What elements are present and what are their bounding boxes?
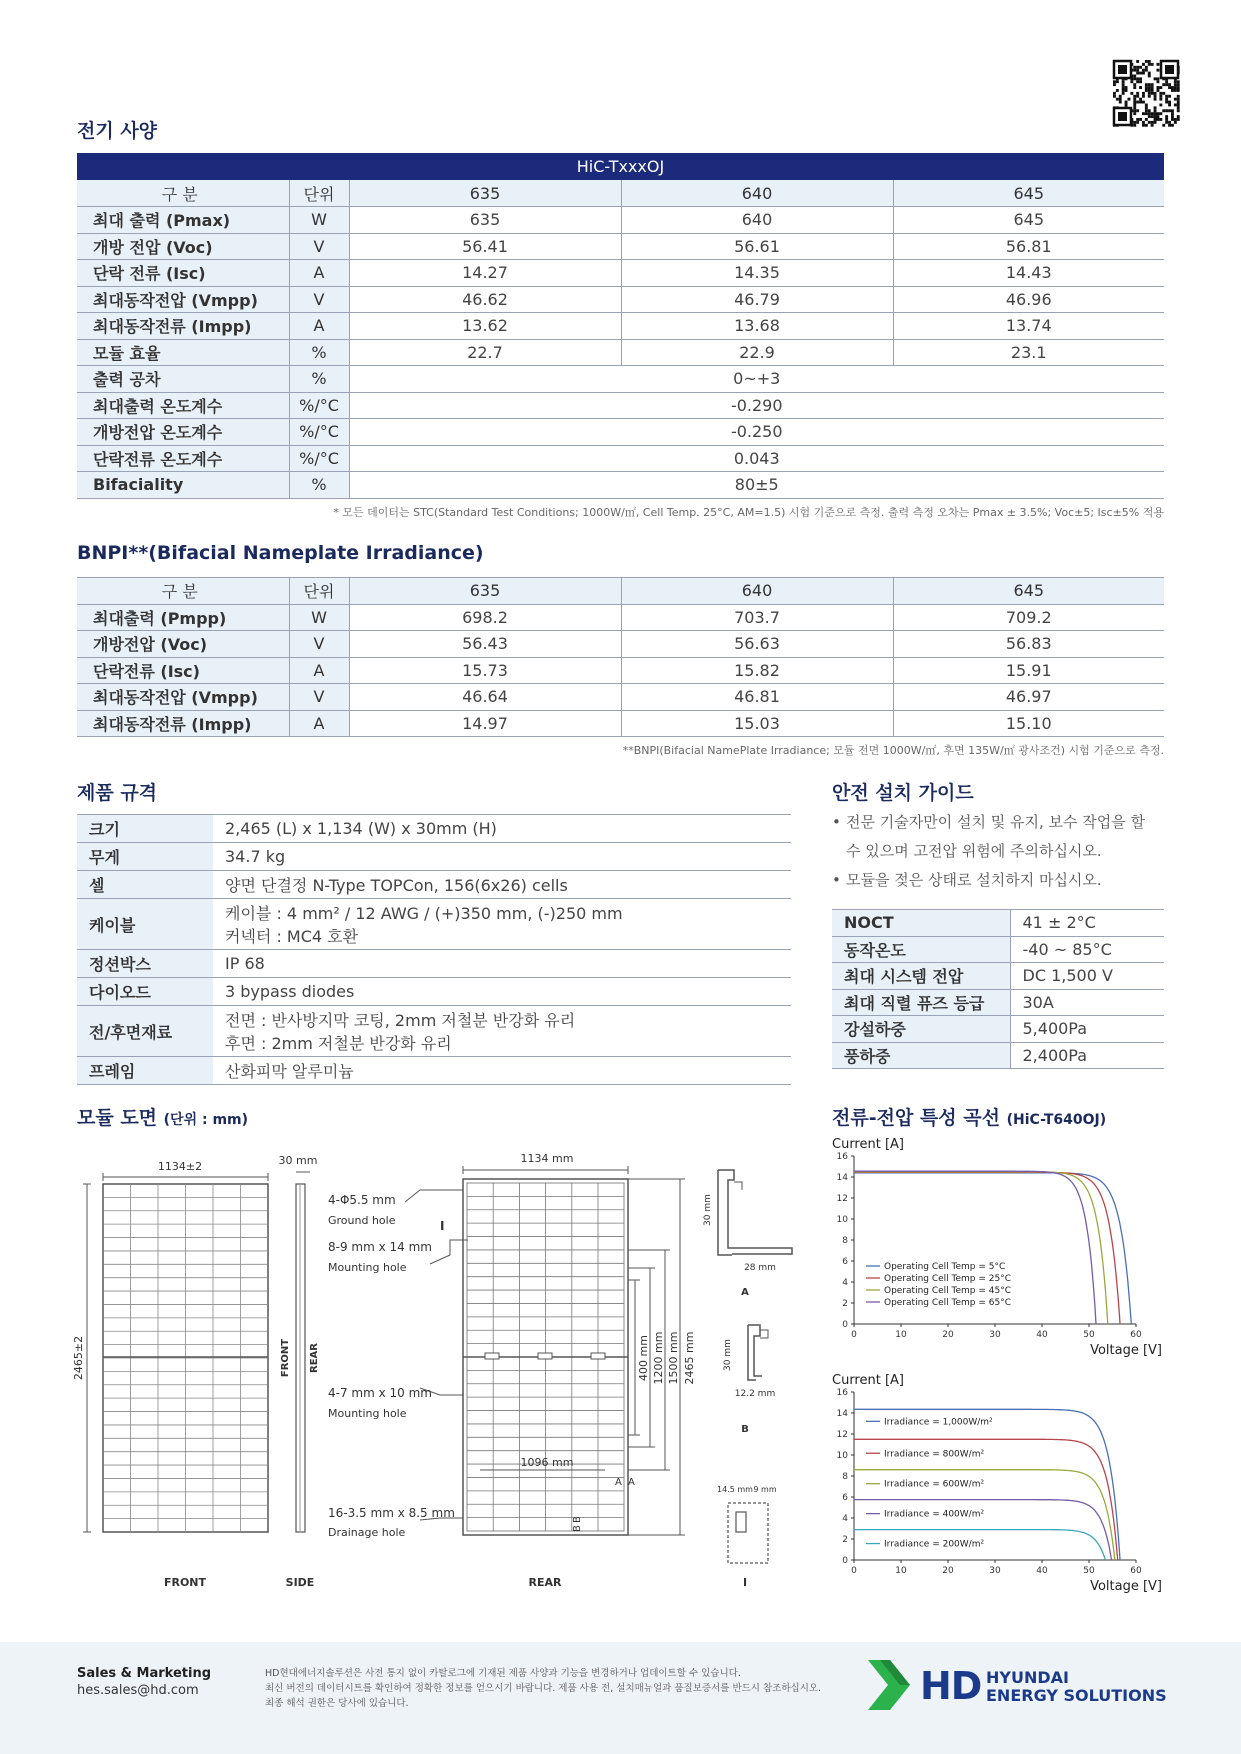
x-tick-label: 10 (895, 1330, 907, 1340)
y-axis-title: Current [A] (832, 1373, 904, 1388)
detail-i (728, 1503, 768, 1563)
iv-chart-irradiance (832, 1370, 1172, 1609)
legend-label: Irradiance = 800W/m² (884, 1449, 985, 1460)
row-unit: % (289, 366, 349, 393)
safety-label: 풍하중 (832, 1042, 1010, 1069)
x-tick-label: 40 (1036, 1330, 1048, 1340)
value-cell: 13.62 (349, 313, 621, 340)
product-table (77, 814, 791, 1085)
y-tick-label: 12 (836, 1194, 848, 1204)
header-cell: 635 (349, 578, 621, 605)
electrical-title: 전기 사양 (77, 120, 158, 142)
table-header-row (77, 578, 1164, 605)
disclaimer-line: 최종 해석 권한은 당사에 있습니다. (265, 1698, 409, 1709)
header-cell: 635 (349, 180, 621, 207)
value-cell: 46.97 (893, 684, 1164, 711)
y-tick-label: 16 (836, 1152, 848, 1162)
table-row (77, 445, 1164, 472)
value-cell: 15.03 (621, 710, 893, 737)
legend-label: Operating Cell Temp = 45°C (884, 1286, 1012, 1296)
spec-row (77, 899, 791, 950)
spec-label: 케이블 (77, 899, 213, 950)
safety-title: 안전 설치 가이드 (832, 782, 974, 804)
value-cell: 14.97 (349, 710, 621, 737)
spec-value-line: 양면 단결정 N-Type TOPCon, 156(6x26) cells (225, 876, 568, 895)
side-rear-label: REAR (309, 1343, 320, 1373)
row-label: 개방 전압 (Voc) (77, 233, 289, 260)
table-row (77, 684, 1164, 711)
header-cell: 단위 (289, 578, 349, 605)
legend-label: Irradiance = 600W/m² (884, 1479, 985, 1490)
spec-value (213, 815, 791, 843)
table-row (77, 710, 1164, 737)
x-tick-label: 20 (942, 1566, 954, 1576)
value-cell: 645 (893, 207, 1164, 234)
bnpi-title: BNPI**(Bifacial Nameplate Irradiance) (77, 542, 484, 564)
dim-30-b: 30 mm (723, 1339, 733, 1371)
value-cell: 23.1 (893, 339, 1164, 366)
value-cell: 14.27 (349, 260, 621, 287)
safety-label: 동작온도 (832, 936, 1010, 963)
row-unit: A (289, 710, 349, 737)
label-rear: REAR (528, 1576, 562, 1589)
row-label: 출력 공차 (77, 366, 289, 393)
ground-hole-size: 4-Φ5.5 mm (328, 1193, 396, 1207)
front-height-label: 2465±2 (72, 1335, 85, 1381)
x-tick-label: 0 (851, 1330, 857, 1340)
safety-row (832, 989, 1164, 1016)
value-cell: -0.250 (349, 419, 1164, 446)
legend-label: Irradiance = 200W/m² (884, 1539, 985, 1550)
table-row (77, 366, 1164, 393)
value-cell: -0.290 (349, 392, 1164, 419)
safety-row (832, 963, 1164, 990)
header-cell: 640 (621, 578, 893, 605)
electrical-note: * 모든 데이터는 STC(Standard Test Conditions; 1000W/㎡, Cell Temp. 25°C, AM=1.5) 시험 기준으로 측정. 출력 측정 오차는 Pmax ± 3.5%; Voc±5; Isc±5% 적용 (333, 505, 1164, 519)
spec-row (77, 1006, 791, 1057)
x-tick-label: 0 (851, 1566, 857, 1576)
x-tick-label: 40 (1036, 1566, 1048, 1576)
spec-label: 다이오드 (77, 978, 213, 1006)
hd-logo (868, 1660, 918, 1714)
product-title: 제품 규격 (77, 782, 158, 804)
value-cell: 14.43 (893, 260, 1164, 287)
spec-value-line: 34.7 kg (225, 847, 286, 866)
value-cell: 698.2 (349, 604, 621, 631)
spec-row (77, 815, 791, 843)
y-tick-label: 0 (842, 1320, 848, 1330)
iv-model: (HiC-T640OJ) (1006, 1112, 1107, 1128)
value-cell: 703.7 (621, 604, 893, 631)
rear-width-label: 1134 mm (520, 1152, 574, 1165)
iv-chart-temp (832, 1134, 1172, 1373)
spec-value-line: 케이블 : 4 mm² / 12 AWG / (+)350 mm, (-)250 mm (225, 904, 623, 923)
safety-row (832, 936, 1164, 963)
hd-logo-mark (868, 1660, 918, 1710)
x-tick-label: 30 (989, 1330, 1001, 1340)
section-a-marker: A (628, 1477, 635, 1488)
value-cell: 15.73 (349, 657, 621, 684)
safety-label: 강설하중 (832, 1016, 1010, 1043)
table-row (77, 207, 1164, 234)
safety-row (832, 1016, 1164, 1043)
row-label: 최대동작전류 (Impp) (77, 710, 289, 737)
disclaimer-line: HD현대에너지솔루션은 사전 통지 없이 카탈로그에 기재된 제품 사양과 기능을 변경하거나 업데이트할 수 있습니다. (265, 1668, 741, 1679)
spec-value-line: 후면 : 2mm 저철분 반강화 유리 (225, 1034, 452, 1053)
spec-label: 무게 (77, 843, 213, 871)
spec-value-line: 산화피막 알루미늄 (225, 1062, 354, 1081)
spec-value-line: 커넥터 : MC4 호환 (225, 927, 359, 946)
safety-item: • 전문 기술자만이 설치 및 유지, 보수 작업을 할 수 있으며 고전압 위험에 주의하십시오. (832, 808, 1152, 866)
safety-row (832, 1042, 1164, 1069)
row-unit: A (289, 313, 349, 340)
y-tick-label: 12 (836, 1430, 848, 1440)
x-axis-title: Voltage [V] (1090, 1579, 1162, 1594)
marker-i: I (440, 1219, 445, 1233)
drawing-title-text: 모듈 도면 (77, 1107, 158, 1129)
value-cell: 15.91 (893, 657, 1164, 684)
safety-value: 5,400Pa (1010, 1016, 1164, 1043)
side-front-label: FRONT (280, 1338, 291, 1378)
model-bar: HiC-TxxxOJ (77, 153, 1164, 180)
value-cell: 56.43 (349, 631, 621, 658)
table-row (77, 392, 1164, 419)
drawing-unit: (단위 : mm) (163, 1112, 249, 1128)
spec-label: 셀 (77, 871, 213, 899)
y-tick-label: 0 (842, 1556, 848, 1566)
electrical-table-wrap (77, 153, 1164, 520)
bnpi-note: **BNPI(Bifacial NamePlate Irradiance; 모듈 전면 1000W/㎡, 후면 135W/㎡ 광사조건) 시험 기준으로 측정. (622, 744, 1164, 757)
spec-value (213, 871, 791, 899)
dim-12-2: 12.2 mm (734, 1389, 776, 1399)
value-cell: 46.96 (893, 286, 1164, 313)
y-axis-title: Current [A] (832, 1137, 904, 1152)
logo-line1: HYUNDAI (986, 1668, 1069, 1687)
row-label: 개방전압 (Voc) (77, 631, 289, 658)
x-axis-title: Voltage [V] (1090, 1343, 1162, 1358)
safety-table (832, 909, 1164, 1069)
value-cell: 0.043 (349, 445, 1164, 472)
value-cell: 709.2 (893, 604, 1164, 631)
dim-2465: 2465 mm (683, 1331, 696, 1385)
row-label: 개방전압 온도계수 (77, 419, 289, 446)
dim-14-5: 14.5 mm (717, 1485, 753, 1494)
y-tick-label: 10 (836, 1451, 848, 1461)
y-tick-label: 16 (836, 1388, 848, 1398)
spec-value (213, 1006, 791, 1057)
label-side: SIDE (285, 1576, 315, 1589)
spec-row (77, 950, 791, 978)
y-tick-label: 4 (842, 1514, 848, 1524)
safety-value: 2,400Pa (1010, 1042, 1164, 1069)
row-label: 단락전류 온도계수 (77, 445, 289, 472)
value-cell: 46.79 (621, 286, 893, 313)
value-cell: 46.62 (349, 286, 621, 313)
value-cell: 46.64 (349, 684, 621, 711)
y-tick-label: 10 (836, 1215, 848, 1225)
section-a-label: A (741, 1287, 749, 1298)
row-unit: % (289, 339, 349, 366)
product-table-wrap (77, 814, 791, 1085)
row-label: 모듈 효율 (77, 339, 289, 366)
spec-row (77, 843, 791, 871)
value-cell: 56.83 (893, 631, 1164, 658)
safety-value: 30A (1010, 989, 1164, 1016)
value-cell: 56.81 (893, 233, 1164, 260)
spec-row (77, 978, 791, 1006)
dim-1200: 1200 mm (652, 1331, 665, 1385)
safety-guide-list (832, 808, 1152, 895)
value-cell: 13.68 (621, 313, 893, 340)
mount-hole-2-size: 4-7 mm x 10 mm (328, 1386, 432, 1400)
table-row (77, 313, 1164, 340)
x-tick-label: 50 (1083, 1566, 1095, 1576)
spec-value (213, 843, 791, 871)
footer (0, 1642, 1241, 1754)
dim-30-a: 30 mm (703, 1194, 713, 1226)
spec-value-line: 전면 : 반사방지막 코팅, 2mm 저철분 반강화 유리 (225, 1011, 576, 1030)
spec-value (213, 978, 791, 1006)
spec-value (213, 899, 791, 950)
spec-value (213, 950, 791, 978)
x-tick-label: 10 (895, 1566, 907, 1576)
ground-hole-label: Ground hole (328, 1214, 396, 1227)
row-unit: A (289, 260, 349, 287)
row-unit: W (289, 604, 349, 631)
safety-label: NOCT (832, 910, 1010, 937)
row-unit: V (289, 233, 349, 260)
dim-1096: 1096 mm (520, 1456, 574, 1469)
disclaimer (265, 1666, 825, 1711)
dim-28: 28 mm (744, 1263, 776, 1273)
module-drawing (60, 1140, 820, 1604)
table-row (77, 233, 1164, 260)
value-cell: 22.9 (621, 339, 893, 366)
row-label: 단락전류 (Isc) (77, 657, 289, 684)
value-cell: 56.61 (621, 233, 893, 260)
row-label: 최대 출력 (Pmax) (77, 207, 289, 234)
drain-hole-label: Drainage hole (328, 1526, 406, 1539)
spec-row (77, 1057, 791, 1085)
header-cell: 645 (893, 180, 1164, 207)
logo-hd-text: HD (920, 1664, 982, 1708)
drain-hole-size: 16-3.5 mm x 8.5 mm (328, 1506, 455, 1520)
safety-label: 최대 직렬 퓨즈 등급 (832, 989, 1010, 1016)
value-cell: 640 (621, 207, 893, 234)
iv-title-text: 전류-전압 특성 곡선 (832, 1107, 1000, 1129)
row-unit: V (289, 684, 349, 711)
dim-9: 9 mm (753, 1485, 777, 1494)
sales-email[interactable]: hes.sales@hd.com (77, 1683, 199, 1698)
dim-1500: 1500 mm (667, 1331, 680, 1385)
y-tick-label: 6 (842, 1257, 848, 1267)
y-tick-label: 2 (842, 1299, 848, 1309)
legend-label: Operating Cell Temp = 65°C (884, 1298, 1012, 1308)
side-width-label: 30 mm (278, 1154, 318, 1167)
table-row (77, 657, 1164, 684)
table-row (77, 286, 1164, 313)
value-cell: 56.41 (349, 233, 621, 260)
legend-label: Operating Cell Temp = 25°C (884, 1274, 1012, 1284)
electrical-table (77, 180, 1164, 499)
mount-hole-1-label: Mounting hole (328, 1261, 407, 1274)
row-unit: %/°C (289, 445, 349, 472)
value-cell: 14.35 (621, 260, 893, 287)
spec-value (213, 1057, 791, 1085)
section-a-marker: A (615, 1477, 622, 1488)
safety-label: 최대 시스템 전압 (832, 963, 1010, 990)
table-row (77, 472, 1164, 499)
header-cell: 구 분 (77, 578, 289, 605)
value-cell: 15.82 (621, 657, 893, 684)
disclaimer-line: 최신 버전의 데이터시트를 확인하여 정확한 정보를 얻으시기 바랍니다. 제품 사용 전, 설치매뉴얼과 품질보증서를 반드시 참조하십시오. (265, 1683, 822, 1694)
safety-value: -40 ~ 85°C (1010, 936, 1164, 963)
safety-item: • 모듈을 젖은 상태로 설치하지 마십시오. (832, 866, 1152, 895)
dim-400: 400 mm (637, 1335, 650, 1381)
table-row (77, 604, 1164, 631)
label-front: FRONT (163, 1576, 207, 1589)
legend-label: Irradiance = 1,000W/m² (884, 1417, 993, 1428)
x-tick-label: 30 (989, 1566, 1001, 1576)
mount-hole-2-label: Mounting hole (328, 1407, 407, 1420)
qr-code[interactable] (1111, 58, 1181, 132)
value-cell: 22.7 (349, 339, 621, 366)
row-unit: %/°C (289, 419, 349, 446)
header-cell: 640 (621, 180, 893, 207)
row-label: 최대출력 (Pmpp) (77, 604, 289, 631)
logo-line2: ENERGY SOLUTIONS (986, 1686, 1167, 1705)
y-tick-label: 8 (842, 1472, 848, 1482)
header-cell: 구 분 (77, 180, 289, 207)
row-label: Bifaciality (77, 472, 289, 499)
drawing-title (77, 1103, 248, 1130)
y-tick-label: 6 (842, 1493, 848, 1503)
value-cell: 13.74 (893, 313, 1164, 340)
section-b-marker: B (572, 1516, 583, 1523)
detail-i-label: I (742, 1576, 748, 1589)
value-cell: 635 (349, 207, 621, 234)
header-cell: 645 (893, 578, 1164, 605)
y-tick-label: 4 (842, 1278, 848, 1288)
value-cell: 0~+3 (349, 366, 1164, 393)
spec-value-line: IP 68 (225, 954, 265, 973)
mount-hole-1-size: 8-9 mm x 14 mm (328, 1240, 432, 1254)
table-row (77, 631, 1164, 658)
safety-value: 41 ± 2°C (1010, 910, 1164, 937)
section-a (718, 1170, 792, 1255)
spec-row (77, 871, 791, 899)
front-view (72, 1160, 268, 1532)
x-tick-label: 50 (1083, 1330, 1095, 1340)
row-label: 최대출력 온도계수 (77, 392, 289, 419)
value-cell: 46.81 (621, 684, 893, 711)
table-header-row (77, 180, 1164, 207)
row-unit: %/°C (289, 392, 349, 419)
sales-title: Sales & Marketing (77, 1666, 211, 1681)
row-unit: V (289, 631, 349, 658)
safety-row (832, 910, 1164, 937)
safety-value: DC 1,500 V (1010, 963, 1164, 990)
x-tick-label: 60 (1130, 1566, 1142, 1576)
section-b (748, 1325, 768, 1380)
iv-title (832, 1103, 1106, 1130)
table-row (77, 419, 1164, 446)
header-cell: 단위 (289, 180, 349, 207)
safety-table-wrap (832, 909, 1164, 1069)
table-row (77, 339, 1164, 366)
y-tick-label: 14 (836, 1173, 848, 1183)
row-unit: V (289, 286, 349, 313)
x-tick-label: 20 (942, 1330, 954, 1340)
y-tick-label: 14 (836, 1409, 848, 1419)
spec-value-line: 3 bypass diodes (225, 982, 355, 1001)
y-tick-label: 8 (842, 1236, 848, 1246)
value-cell: 56.63 (621, 631, 893, 658)
bnpi-table (77, 577, 1164, 737)
value-cell: 80±5 (349, 472, 1164, 499)
row-unit: W (289, 207, 349, 234)
row-label: 최대동작전압 (Vmpp) (77, 684, 289, 711)
legend-label: Operating Cell Temp = 5°C (884, 1262, 1006, 1272)
row-label: 최대동작전류 (Impp) (77, 313, 289, 340)
logo-company (986, 1669, 1167, 1705)
value-cell: 15.10 (893, 710, 1164, 737)
section-b-marker: B (572, 1525, 583, 1532)
spec-label: 크기 (77, 815, 213, 843)
spec-value-line: 2,465 (L) x 1,134 (W) x 30mm (H) (225, 819, 497, 838)
legend-label: Irradiance = 400W/m² (884, 1509, 985, 1520)
row-unit: A (289, 657, 349, 684)
y-tick-label: 2 (842, 1535, 848, 1545)
spec-label: 프레임 (77, 1057, 213, 1085)
section-b-label: B (741, 1424, 749, 1435)
x-tick-label: 60 (1130, 1330, 1142, 1340)
bnpi-table-wrap (77, 577, 1164, 758)
spec-label: 정션박스 (77, 950, 213, 978)
row-unit: % (289, 472, 349, 499)
spec-label: 전/후면재료 (77, 1006, 213, 1057)
row-label: 최대동작전압 (Vmpp) (77, 286, 289, 313)
table-row (77, 260, 1164, 287)
row-label: 단락 전류 (Isc) (77, 260, 289, 287)
front-width-label: 1134±2 (157, 1160, 203, 1173)
